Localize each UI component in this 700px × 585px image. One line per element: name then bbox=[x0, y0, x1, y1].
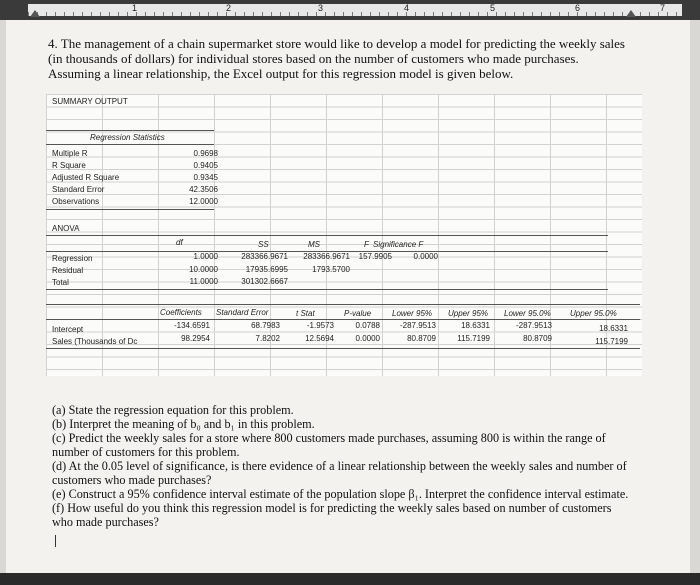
excel-output bbox=[46, 94, 642, 376]
coef-cell: 80.8709 bbox=[407, 334, 436, 343]
question-d: (d) At the 0.05 level of significance, is there evidence of a linear relationship between the weekly sales and number of customers who made purchases? bbox=[52, 459, 627, 487]
coef-cell: 18.6331 bbox=[461, 321, 490, 330]
document-page bbox=[6, 20, 690, 575]
ruler bbox=[0, 0, 700, 20]
coef-cell: 68.7983 bbox=[251, 321, 280, 330]
left-indent-marker[interactable] bbox=[30, 10, 40, 17]
anova-cell: 0.0000 bbox=[413, 252, 438, 261]
ruler-number: 7 bbox=[660, 3, 666, 13]
anova-row-label: Residual bbox=[52, 266, 84, 275]
anova-cell: 1.0000 bbox=[193, 252, 218, 261]
coef-header: Lower 95% bbox=[392, 309, 433, 318]
reg-stats-heading: Regression Statistics bbox=[90, 133, 165, 142]
coef-cell: -1.9573 bbox=[306, 321, 334, 330]
anova-header: F bbox=[364, 240, 369, 249]
reg-stat-value: 42.3506 bbox=[189, 185, 218, 194]
question-b: (b) Interpret the meaning of b₀ and b₁ in this problem. bbox=[52, 417, 315, 431]
ruler-number: 4 bbox=[404, 3, 410, 13]
coef-header: Lower 95.0% bbox=[504, 309, 551, 318]
anova-cell: 11.0000 bbox=[189, 277, 218, 286]
coef-header: Standard Error bbox=[216, 308, 269, 317]
reg-stat-label: Adjusted R Square bbox=[52, 173, 120, 182]
ruler-number: 3 bbox=[318, 3, 324, 13]
coef-header: Upper 95.0% bbox=[570, 309, 617, 318]
anova-row-label: Regression bbox=[52, 254, 93, 263]
anova-header: df bbox=[176, 238, 183, 247]
problem-intro: 4. The management of a chain supermarket store would like to develop a model for predicting the weekly sales (in thousands of dollars) for individual stores based on the number of customers who made purchases. Assuming a linear relationship, the Excel output for this regression model is given below. bbox=[48, 36, 625, 81]
question-c: (c) Predict the weekly sales for a store where 800 customers made purchases, assuming 800 is within the range of number of customers for this problem. bbox=[52, 431, 606, 459]
coef-row-label: Sales (Thousands of Dc bbox=[52, 337, 138, 346]
reg-stat-label: R Square bbox=[52, 161, 86, 170]
anova-cell: 301302.6667 bbox=[241, 277, 288, 286]
coef-cell: -134.6591 bbox=[173, 321, 210, 330]
question-a: (a) State the regression equation for this problem. bbox=[52, 403, 294, 417]
coef-header: Upper 95% bbox=[448, 309, 489, 318]
reg-stat-value: 0.9345 bbox=[193, 173, 218, 182]
anova-cell: 1793.5700 bbox=[312, 265, 350, 274]
table-rule bbox=[46, 130, 214, 131]
table-rule bbox=[46, 348, 640, 349]
coef-cell: -287.9513 bbox=[515, 321, 552, 330]
table-rule bbox=[46, 304, 640, 305]
anova-title: ANOVA bbox=[52, 224, 80, 233]
anova-header: SS bbox=[258, 240, 269, 249]
coef-row-label: Intercept bbox=[52, 325, 84, 334]
table-rule bbox=[46, 235, 608, 236]
coef-cell: 0.0788 bbox=[355, 321, 380, 330]
reg-stat-value: 0.9405 bbox=[193, 161, 218, 170]
coef-header: P-value bbox=[344, 309, 372, 318]
coef-cell: 7.8202 bbox=[255, 334, 280, 343]
question-list bbox=[52, 403, 632, 529]
anova-cell: 283366.9671 bbox=[241, 252, 288, 261]
coef-header: t Stat bbox=[296, 309, 315, 318]
coef-cell: 12.5694 bbox=[305, 334, 334, 343]
question-e: (e) Construct a 95% confidence interval estimate of the population slope β₁. Interpret the confidence interval estimate. bbox=[52, 487, 629, 501]
coef-cell: 98.2954 bbox=[181, 334, 210, 343]
table-rule bbox=[46, 144, 214, 145]
reg-stat-label: Multiple R bbox=[52, 149, 88, 158]
coef-header: Coefficients bbox=[160, 308, 202, 317]
coef-cell: 115.7199 bbox=[595, 337, 628, 346]
anova-cell: 157.9905 bbox=[358, 252, 392, 261]
ruler-number: 6 bbox=[575, 3, 581, 13]
table-rule bbox=[46, 319, 640, 320]
anova-header: Significance F bbox=[373, 240, 424, 249]
coef-cell: -287.9513 bbox=[399, 321, 436, 330]
reg-stat-label: Observations bbox=[52, 197, 100, 206]
summary-output-title: SUMMARY OUTPUT bbox=[52, 97, 128, 106]
ruler-number: 5 bbox=[490, 3, 496, 13]
table-rule bbox=[46, 209, 214, 210]
reg-stat-value: 12.0000 bbox=[189, 197, 218, 206]
ruler-scale bbox=[28, 4, 682, 16]
anova-row-label: Total bbox=[52, 278, 69, 287]
reg-stat-value: 0.9698 bbox=[193, 149, 218, 158]
ruler-number: 1 bbox=[132, 3, 138, 13]
coef-cell: 0.0000 bbox=[355, 334, 380, 343]
coef-cell: 18.6331 bbox=[599, 324, 628, 333]
anova-cell: 17935.6995 bbox=[245, 265, 288, 274]
anova-cell: 10.0000 bbox=[189, 265, 218, 274]
anova-cell: 283366.9671 bbox=[303, 252, 350, 261]
coef-cell: 115.7199 bbox=[457, 334, 490, 343]
reg-stat-label: Standard Error bbox=[52, 185, 105, 194]
table-rule bbox=[46, 289, 608, 290]
bottom-bar bbox=[0, 573, 700, 585]
text-cursor bbox=[55, 535, 56, 547]
question-f: (f) How useful do you think this regression model is for predicting the weekly sales based on number of customers who made purchases? bbox=[52, 501, 612, 529]
ruler-number: 2 bbox=[226, 3, 232, 13]
anova-header: MS bbox=[308, 240, 320, 249]
right-indent-marker[interactable] bbox=[626, 10, 636, 17]
coef-cell: 80.8709 bbox=[523, 334, 552, 343]
